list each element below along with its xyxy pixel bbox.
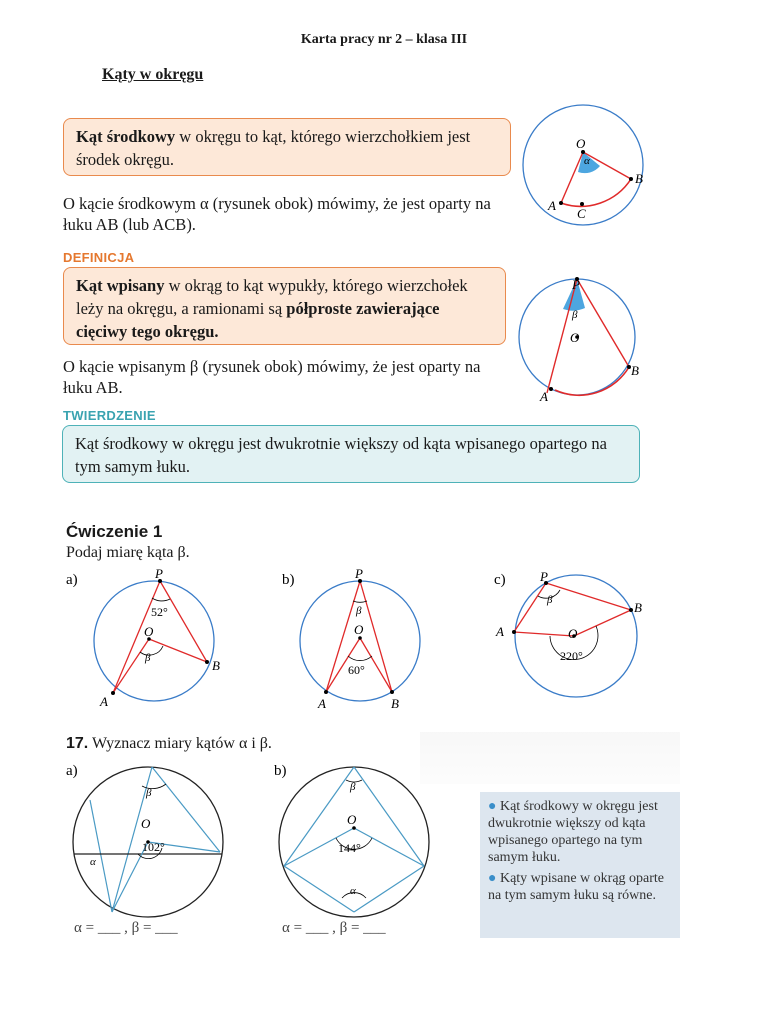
task17-b-angle: 144°: [338, 841, 361, 855]
svg-text:β: β: [356, 605, 362, 617]
exercise1-figure-c: [490, 566, 655, 711]
svg-text:P: P: [155, 566, 163, 581]
reminder-item-2: ● Kąty wpisane w okrąg oparte na tym samym łuku są równe.: [488, 871, 665, 903]
bullet-icon: ●: [488, 799, 500, 814]
central-angle-definition-box: [63, 118, 511, 176]
central-angle-definition: w okręgu to kąt, którego wierzchołkiem jest środek okręgu.: [76, 127, 471, 169]
inscribed-angle-note: O kącie wpisanym β (rysunek obok) mówimy, że jest oparty na łuku AB.: [63, 357, 481, 397]
theorem-box: Kąt środkowy w okręgu jest dwukrotnie większy od kąta wpisanego opartego na tym samym łuku.: [62, 425, 640, 483]
fig-a-label: a): [66, 572, 78, 588]
definition-label: DEFINICJA: [63, 250, 135, 265]
reminder-box: [480, 792, 680, 938]
svg-text:β: β: [146, 787, 152, 799]
task17-heading: [66, 735, 272, 753]
label-alpha: α: [584, 155, 590, 167]
svg-text:β: β: [145, 652, 151, 664]
fig-b-label: b): [282, 572, 295, 588]
arc-AB: [561, 179, 631, 206]
fig-a-angle: 52°: [151, 605, 168, 619]
label-B: B: [635, 171, 643, 186]
label-P: P: [572, 277, 580, 292]
label-A: A: [540, 389, 548, 404]
svg-text:β: β: [350, 781, 356, 793]
exercise1-title: Ćwiczenie 1: [66, 522, 163, 541]
label-O: O: [570, 330, 580, 345]
svg-text:O: O: [354, 622, 364, 637]
faded-background-text: [420, 732, 680, 784]
theorem-label: TWIERDZENIE: [63, 408, 156, 423]
label-C: C: [577, 206, 586, 221]
exercise1-figure-a: [62, 566, 222, 711]
svg-text:A: A: [318, 696, 326, 711]
worksheet-header: Karta pracy nr 2 – klasa III: [300, 32, 468, 47]
inscribed-angle-definition-box: [63, 267, 506, 345]
svg-text:O: O: [347, 812, 357, 827]
svg-text:α: α: [350, 885, 356, 897]
arc-AB: [555, 367, 629, 395]
svg-text:O: O: [141, 816, 151, 831]
reminder-item-1: ● Kąt środkowy w okręgu jest dwukrotnie większy od kąta wpisanego opartego na tym samym łuku.: [488, 799, 658, 865]
inscribed-angle-term: Kąt wpisany: [76, 276, 165, 295]
svg-text:B: B: [634, 600, 642, 615]
task17-a-label: a): [66, 763, 78, 779]
task17-command: Wyznacz miary kątów α i β.: [91, 735, 272, 752]
label-B: B: [631, 363, 639, 378]
task17-a-angle: 102°: [142, 840, 165, 854]
task17-figure-b: [270, 758, 440, 918]
central-angle-term: Kąt środkowy: [76, 127, 176, 146]
exercise1-command: Podaj miarę kąta β.: [66, 544, 190, 561]
central-angle-figure: [520, 100, 650, 230]
inscribed-angle-definition-bold: półproste zawierające cięciwy tego okręgu.: [76, 299, 440, 341]
svg-text:β: β: [547, 594, 553, 606]
svg-text:B: B: [212, 658, 220, 673]
svg-text:A: A: [496, 624, 504, 639]
svg-text:P: P: [540, 569, 548, 584]
fig-c-angle: 220°: [560, 649, 583, 663]
fig-c-label: c): [494, 572, 506, 588]
bullet-icon: ●: [488, 871, 500, 886]
label-beta: β: [572, 309, 578, 321]
svg-text:O: O: [568, 626, 578, 641]
task17-b-answer: α = ___ , β = ___: [282, 920, 386, 936]
inscribed-angle-definition: w okrąg to kąt wypukły, którego wierzchołek leży na okręgu, a ramionami są: [76, 276, 468, 318]
svg-text:O: O: [144, 624, 154, 639]
task17-number: 17.: [66, 735, 89, 752]
fig-b-angle: 60°: [348, 663, 365, 677]
svg-text:P: P: [355, 566, 363, 581]
task17-b-label: b): [274, 763, 287, 779]
central-angle-note: O kącie środkowym α (rysunek obok) mówimy, że jest oparty na łuku AB (lub ACB).: [63, 194, 491, 234]
task17-a-answer: α = ___ , β = ___: [74, 920, 178, 936]
topic-title: Kąty w okręgu: [102, 66, 204, 83]
inscribed-angle-figure: [515, 275, 650, 410]
svg-text:A: A: [100, 694, 108, 709]
svg-text:B: B: [391, 696, 399, 711]
exercise1-figure-b: [278, 566, 438, 711]
task17-figure-a: [62, 758, 232, 918]
label-A: A: [548, 198, 556, 213]
svg-text:α: α: [90, 856, 96, 868]
label-O: O: [576, 136, 586, 151]
